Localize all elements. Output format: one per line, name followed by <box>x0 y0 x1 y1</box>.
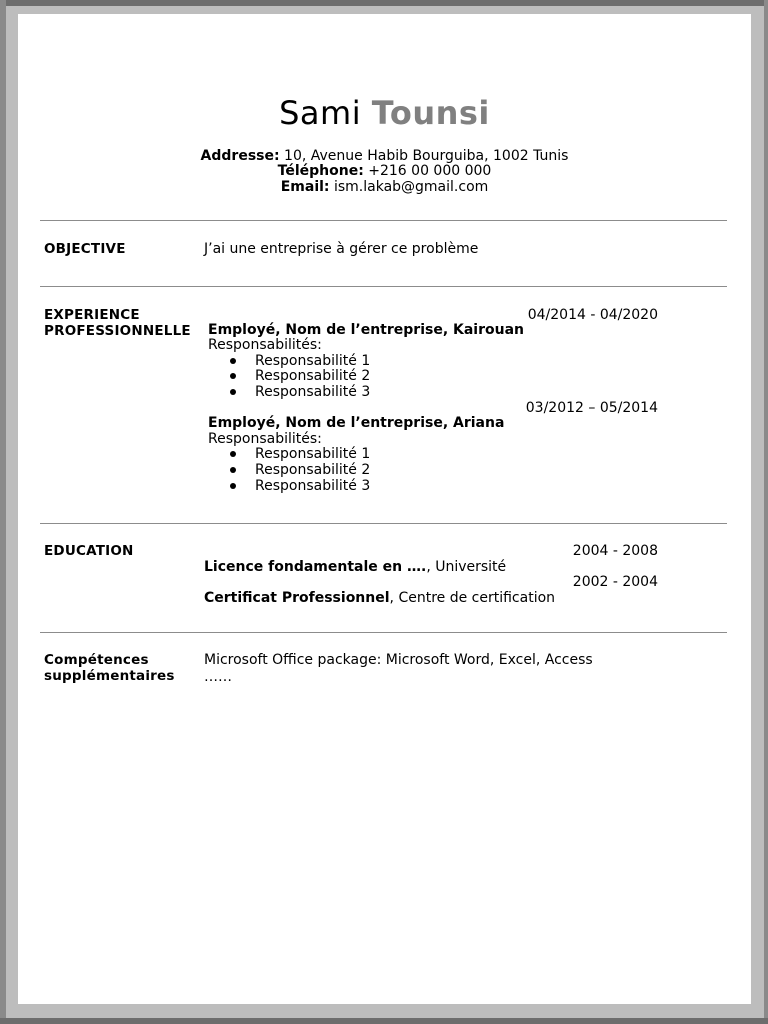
experience-label-line1: EXPERIENCE <box>44 307 140 323</box>
education-label: EDUCATION <box>44 543 134 559</box>
skills-label-line1: Compétences <box>44 652 149 668</box>
divider-3 <box>40 523 727 524</box>
bullet-icon <box>230 389 236 395</box>
job-2-dates: 03/2012 – 05/2014 <box>525 400 658 416</box>
bullet-icon <box>230 451 236 457</box>
job-1-dates: 04/2014 - 04/2020 <box>527 307 658 323</box>
skills-label <box>44 652 175 684</box>
divider-1 <box>40 220 727 221</box>
viewer-frame-right <box>764 0 768 1024</box>
education-2-dates: 2002 - 2004 <box>572 574 658 590</box>
education-2 <box>204 590 555 606</box>
candidate-name <box>18 94 751 132</box>
divider-4 <box>40 632 727 633</box>
education-2-degree: Certificat Professionnel <box>204 590 390 606</box>
contact-phone <box>18 163 751 179</box>
address-label: Addresse: <box>200 148 280 164</box>
phone-value: +216 00 000 000 <box>368 163 492 179</box>
job-2-title: Employé, Nom de l’entreprise, Ariana <box>208 415 505 431</box>
contact-email <box>18 179 751 195</box>
viewer-frame-left <box>0 0 6 1024</box>
bullet-icon <box>230 358 236 364</box>
skills-line-2: …… <box>204 669 232 685</box>
bullet-icon <box>230 483 236 489</box>
experience-label-line2: PROFESSIONNELLE <box>44 323 191 339</box>
experience-label <box>44 307 191 339</box>
viewer-frame-top <box>0 0 768 6</box>
divider-2 <box>40 286 727 287</box>
education-1 <box>204 559 506 575</box>
email-value: ism.lakab@gmail.com <box>333 179 489 195</box>
resume-page: Sami Tounsi Addresse: 10, Avenue Habib Bourguiba, 1002 Tunis Téléphone: +216 00 000 000 Email: ism.lakab@gmail.com OBJECTIVE J’ai une entreprise à gérer ce problème EXPERIENCE PROFESSIONNELLE 04/2014 - 04/2020 Employé, Nom de l’entreprise, Kairouan Responsabilités: Responsabilité 1 Responsabilité 2 Responsabilité 3 03/2012 – 05/2014 Employé, Nom de l’entreprise, Ariana Responsabilités: Responsabilité 1 Responsabilité 2 Responsabilité 3 EDUCATION 2004 - 2008 Licence fondamentale en …., Université 2002 - 2004 Certificat Professionnel, Centre de certification Compétences supplémentaires Microsoft Office package: Microsoft Word, Excel, Access …… <box>18 14 751 1004</box>
skills-line-1: Microsoft Office package: Microsoft Word, Excel, Access <box>204 652 593 668</box>
email-label: Email: <box>280 179 330 195</box>
education-2-institution: , Centre de certification <box>389 590 556 606</box>
last-name: Tounsi <box>371 94 490 132</box>
job-2-resp-label: Responsabilités: <box>208 431 322 447</box>
objective-label: OBJECTIVE <box>44 241 126 257</box>
job-1-title: Employé, Nom de l’entreprise, Kairouan <box>208 322 525 338</box>
job-1-resp-label: Responsabilités: <box>208 337 322 353</box>
education-1-dates: 2004 - 2008 <box>572 543 658 559</box>
education-1-institution: , Université <box>426 559 507 575</box>
phone-label: Téléphone: <box>277 163 364 179</box>
bullet-icon <box>230 373 236 379</box>
bullet-icon <box>230 467 236 473</box>
address-value: 10, Avenue Habib Bourguiba, 1002 Tunis <box>284 148 569 164</box>
contact-address <box>18 148 751 164</box>
first-name: Sami <box>279 94 362 132</box>
objective-text: J’ai une entreprise à gérer ce problème <box>204 241 479 257</box>
education-1-degree: Licence fondamentale en …. <box>204 559 427 575</box>
viewer-frame-bottom <box>0 1018 768 1024</box>
skills-label-line2: supplémentaires <box>44 668 175 684</box>
